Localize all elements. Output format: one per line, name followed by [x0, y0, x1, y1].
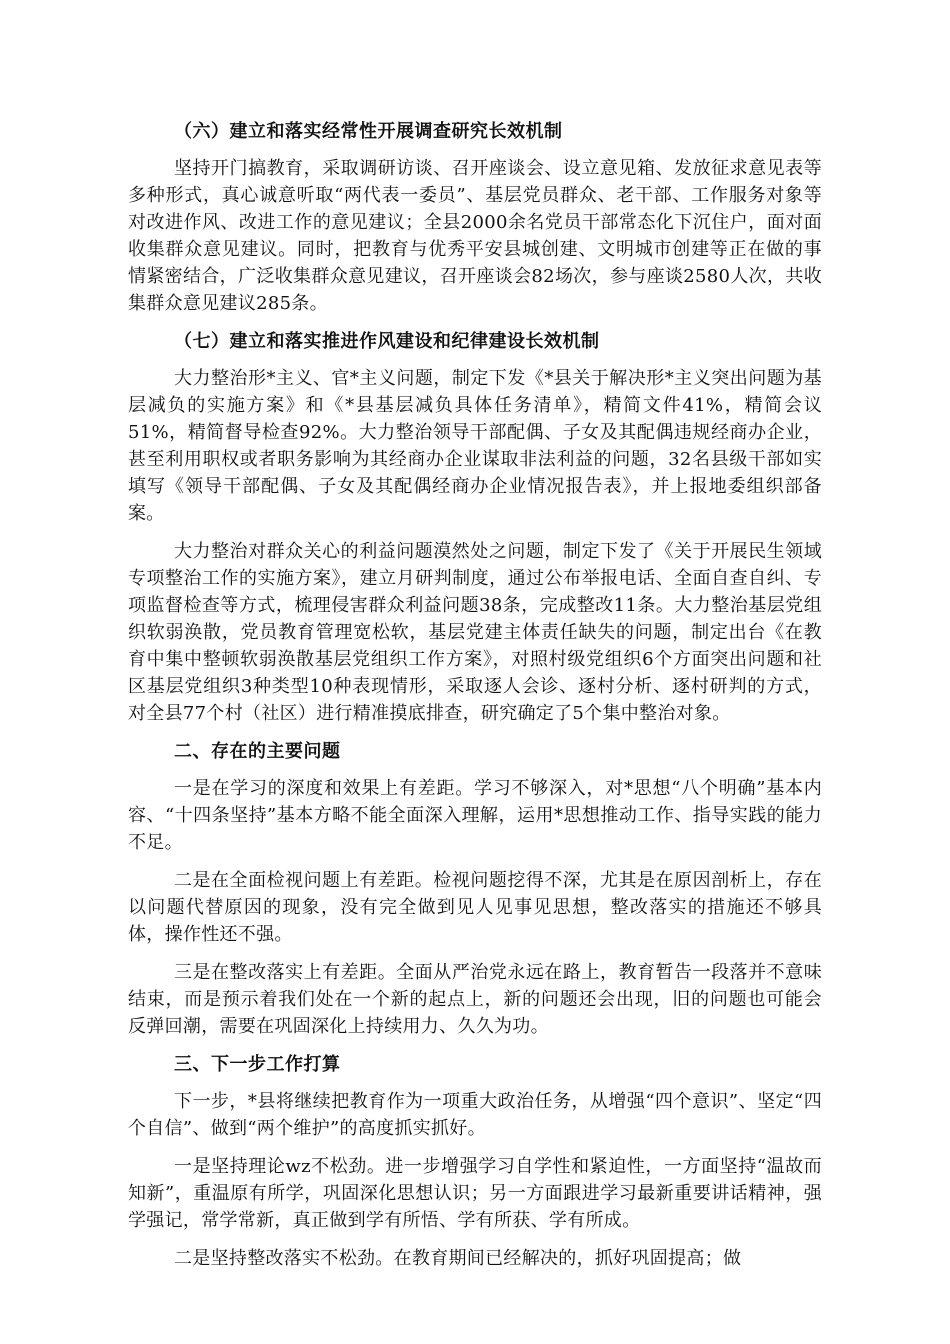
- paragraph-next-step-1: 一是坚持理论wz不松劲。进一步增强学习自学性和紧迫性，一方面坚持“温故而知新”，重温原有所学，巩固深化思想认识；另一方面跟进学习最新重要讲话精神，强学强记，常学常新，真正做到学有所悟、学有所获、学有所成。: [128, 1156, 822, 1231]
- section-heading-next-steps: 三、下一步工作打算: [174, 1054, 341, 1075]
- paragraph-research-mechanism: 坚持开门搞教育，采取调研访谈、召开座谈会、设立意见箱、发放征求意见表等多种形式，真心诚意听取“两代表一委员”、基层党员群众、老干部、工作服务对象等对改进作风、改进工作的意见建议；全县2000余名党员干部常态化下沉住户，面对面收集群众意见建议。同时，把教育与优秀平安县城创建、文明城市创建等正在做的事情紧密结合，广泛收集群众意见建议，召开座谈会82场次，参与座谈2580人次，共收集群众意见建议285条。: [128, 158, 822, 314]
- section-heading-6: （六）建立和落实经常性开展调查研究长效机制: [174, 121, 563, 142]
- paragraph-problem-2: 二是在全面检视问题上有差距。检视问题挖得不深，尤其是在原因剖析上，存在以问题代替原因的现象，没有完全做到见人见事见思想，整改落实的措施还不够具体，操作性还不强。: [128, 870, 822, 945]
- paragraph-public-interest-rectification: 大力整治对群众关心的利益问题漠然处之问题，制定下发了《关于开展民生领域专项整治工作的实施方案》，建立月研判制度，通过公布举报电话、全面自查自纠、专项监督检查等方式，梳理侵害群众利益问题38条，完成整改11条。大力整治基层党组织软弱涣散，党员教育管理宽松软，基层党建主体责任缺失的问题，制定出台《在教育中集中整顿软弱涣散基层党组织工作方案》，对照村级党组织6个方面突出问题和社区基层党组织3种类型10种表现情形，采取逐人会诊、逐村分析、逐村研判的方式，对全县77个村（社区）进行精准摸底排查，研究确定了5个集中整治对象。: [128, 541, 822, 724]
- section-heading-problems: 二、存在的主要问题: [174, 741, 341, 762]
- paragraph-next-steps-intro: 下一步，*县将继续把教育作为一项重大政治任务，从增强“四个意识”、坚定“四个自信”、做到“两个维护”的高度抓实抓好。: [128, 1091, 822, 1139]
- document-page: [128, 118, 822, 1272]
- section-heading-7: （七）建立和落实推进作风建设和纪律建设长效机制: [174, 331, 600, 352]
- paragraph-next-step-2: 二是坚持整改落实不松劲。在教育期间已经解决的，抓好巩固提高；做: [174, 1248, 742, 1269]
- paragraph-problem-3: 三是在整改落实上有差距。全面从严治党永远在路上，教育暂告一段落并不意味结束，而是预示着我们处在一个新的起点上，新的问题还会出现，旧的问题也可能会反弹回潮，需要在巩固深化上持续用力、久久为功。: [128, 962, 822, 1037]
- paragraph-problem-1: 一是在学习的深度和效果上有差距。学习不够深入，对*思想“八个明确”基本内容、“十四条坚持”基本方略不能全面深入理解，运用*思想推动工作、指导实践的能力不足。: [128, 778, 822, 853]
- paragraph-formalism-rectification: 大力整治形*主义、官*主义问题，制定下发《*县关于解决形*主义突出问题为基层减负的实施方案》和《*县基层减负具体任务清单》，精简文件41%，精简会议51%，精简督导检查92%。大力整治领导干部配偶、子女及其配偶违规经商办企业，甚至利用职权或者职务影响为其经商办企业谋取非法利益的问题，32名县级干部如实填写《领导干部配偶、子女及其配偶经商办企业情况报告表》，并上报地委组织部备案。: [128, 368, 822, 524]
